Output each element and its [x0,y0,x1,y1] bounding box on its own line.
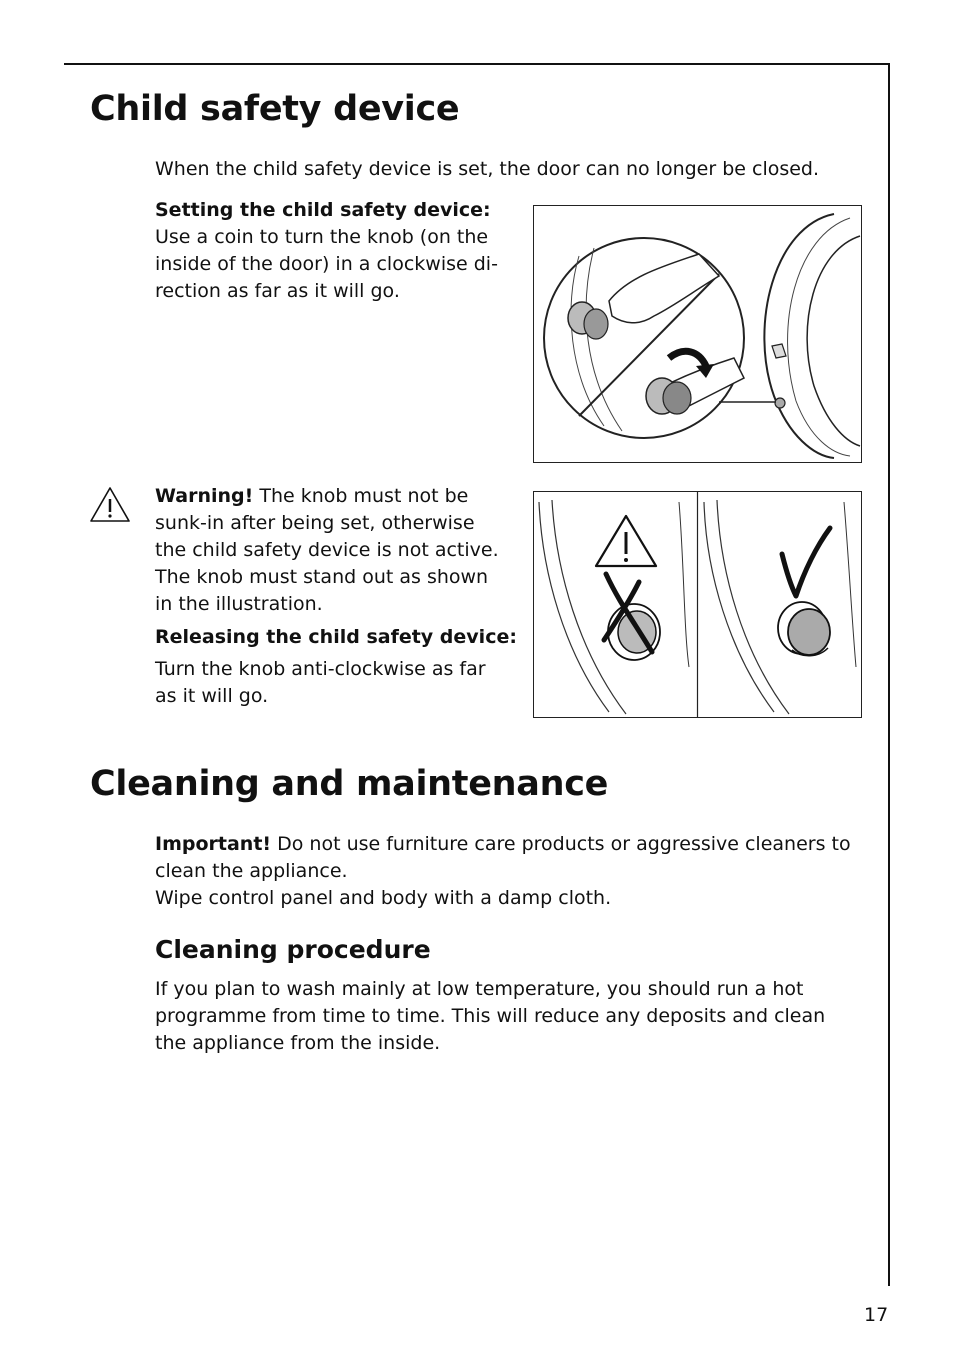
warning-line: the child safety device is not active. [155,539,499,561]
procedure-block [155,976,870,1057]
setting-line: rection as far as it will go. [155,280,400,302]
releasing-block [155,656,525,710]
setting-line: inside of the door) in a clockwise di- [155,253,498,275]
procedure-line: the appliance from the inside. [155,1032,441,1054]
cleaning-title: Cleaning and maintenance [90,764,609,804]
important-line: clean the appliance. [155,860,348,882]
child-safety-intro: When the child safety device is set, the door can no longer be closed. [155,158,820,180]
child-safety-title: Child safety device [90,89,460,129]
warning-block [155,483,525,618]
page-number: 17 [864,1304,889,1326]
cleaning-procedure-title: Cleaning procedure [155,935,431,964]
releasing-line: as it will go. [155,685,269,707]
procedure-line: programme from time to time. This will reduce any deposits and clean [155,1005,826,1027]
setting-line: Use a coin to turn the knob (on the [155,226,489,248]
important-text: Do not use furniture care products or aggressive cleaners to [277,833,851,855]
important-block [155,831,870,912]
setting-heading: Setting the child safety device: [155,199,491,221]
knob-turning-illustration [533,205,862,463]
procedure-line: If you plan to wash mainly at low temperature, you should run a hot [155,978,804,1000]
warning-line: in the illustration. [155,593,323,615]
warning-triangle-icon [596,516,656,566]
warning-label: Warning! [155,485,254,507]
releasing-heading: Releasing the child safety device: [155,626,517,648]
releasing-line: Turn the knob anti-clockwise as far [155,658,486,680]
right-margin-rule [888,63,890,1286]
setting-block [155,197,525,305]
warning-text: The knob must not be [259,485,469,507]
top-rule [64,63,890,65]
check-mark-icon [782,528,830,596]
warning-line: sunk-in after being set, otherwise [155,512,475,534]
warning-triangle-icon [88,485,132,525]
warning-line: The knob must stand out as shown [155,566,489,588]
wipe-line: Wipe control panel and body with a damp cloth. [155,887,612,909]
knob-position-illustration [533,491,862,718]
releasing-heading-row [155,624,517,651]
important-label: Important! [155,833,272,855]
